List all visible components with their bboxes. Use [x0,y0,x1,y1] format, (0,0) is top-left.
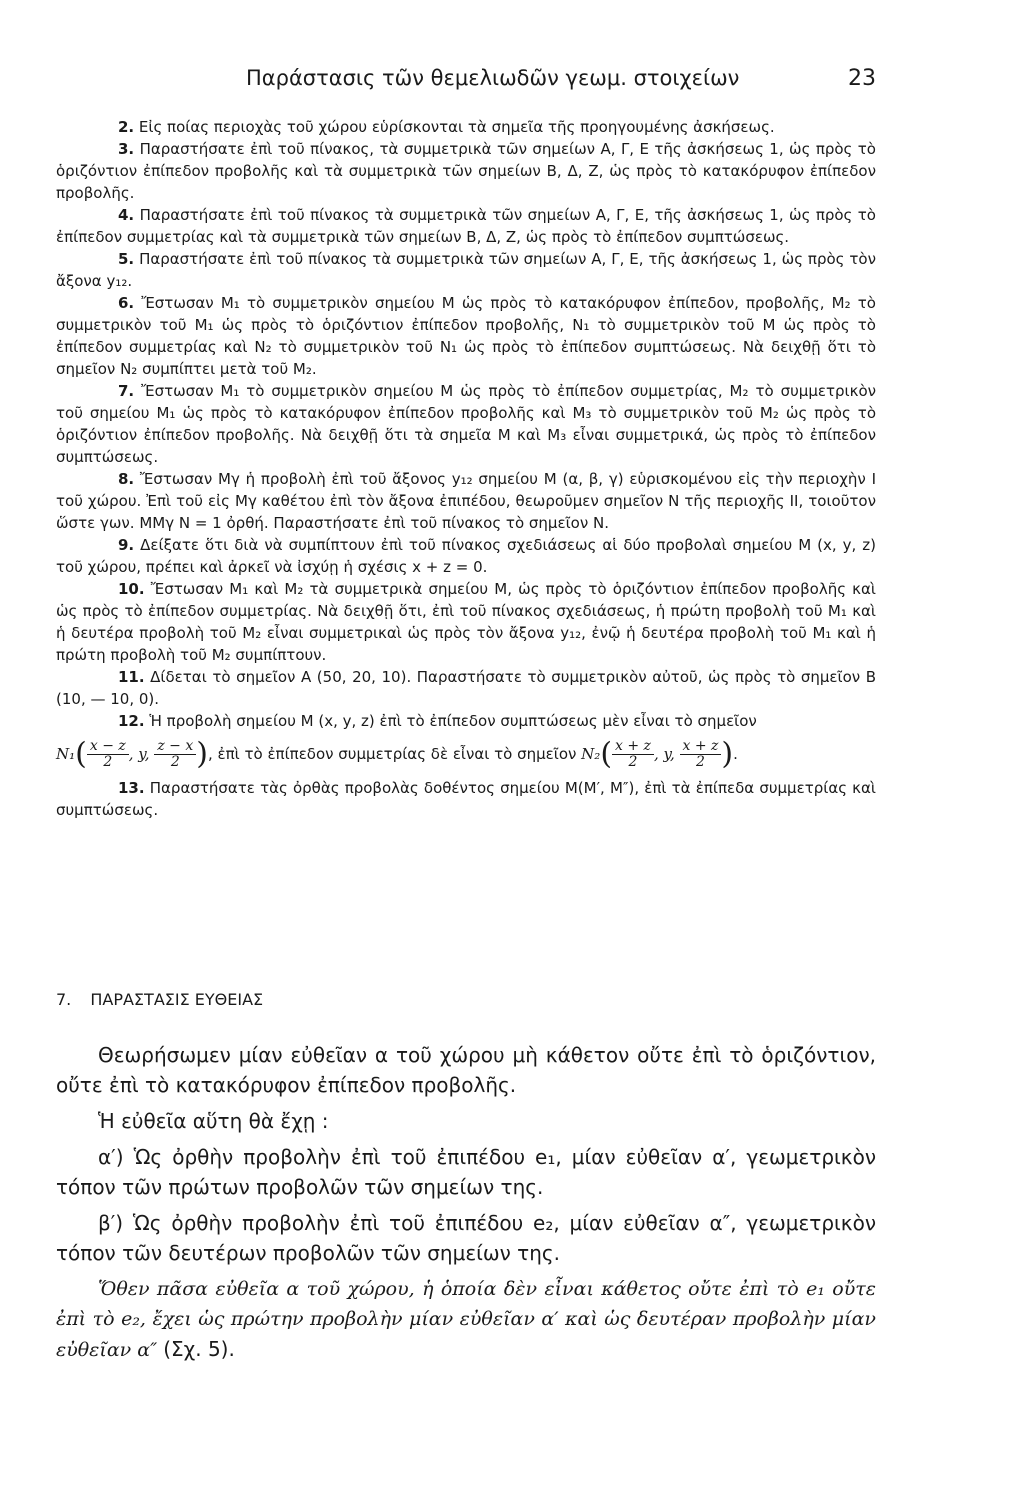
body-paragraph-3: α′) Ὡς ὀρθὴν προβολὴν ἐπὶ τοῦ ἐπιπέδου e₁, μίαν εὐθεῖαν α′, γεωμετρικὸν τόπον τῶν πρώτων προβολῶν τῶν σημείων της. [56,1145,876,1199]
fraction-denominator: 2 [628,754,638,770]
exercise-4 [56,204,876,248]
left-paren: ( [75,736,87,772]
exercise-2 [56,116,876,138]
exercise-number: 10. [118,580,145,598]
exercise-text: Ἔστωσαν Mγ ἡ προβολὴ ἐπὶ τοῦ ἄξονος y₁₂ σημείου M (α, β, γ) εὑρισκομένου εἰς τὴν περιοχὴν I τοῦ χώρου. Ἐπὶ τοῦ εἰς Mγ καθέτου ἐπὶ τὸν ἄξονα ἐπιπέδου, θεωροῦμεν σημεῖον N τῆς περιοχῆς II, τοιοῦτον ὥστε γων. MMγ N = 1 ὀρθή. Παραστήσατε ἐπὶ τοῦ πίνακος τὸ σημεῖον N. [56,470,876,532]
section-body [56,1040,876,1371]
body-paragraph-4: β′) Ὡς ὀρθὴν προβολὴν ἐπὶ τοῦ ἐπιπέδου e₂, μίαν εὐθεῖαν α″, γεωμετρικὸν τόπον τῶν δευτέρων προβολῶν τῶν σημείων της. [56,1211,876,1265]
conclusion-paragraph [56,1274,876,1365]
fraction-denominator: 2 [695,754,705,770]
exercise-text: Ἔστωσαν M₁ τὸ συμμετρικὸν σημείου M ὡς πρὸς τὸ ἐπίπεδον συμμετρίας, M₂ τὸ συμμετρικὸν τοῦ σημείου M₁ ὡς πρὸς τὸ κατακόρυφον ἐπίπεδον προβολῆς καὶ M₃ τὸ συμμετρικὸν τοῦ M₂ ὡς πρὸς τὸ ὁριζόντιον ἐπίπεδον προβολῆς. Νὰ δειχθῇ ὅτι τὰ σημεῖα M καὶ M₃ εἶναι συμμετρικά, ὡς πρὸς τὸ ἐπίπεδον συμπτώσεως. [56,382,876,466]
point-n2-label: N₂ [581,745,601,763]
formula-end: . [733,745,738,763]
fraction-numerator: x − z [87,739,129,755]
exercise-3 [56,138,876,204]
exercise-12-formula [56,732,876,777]
exercise-text: Ἡ προβολὴ σημείου M (x, y, z) ἐπὶ τὸ ἐπίπεδον συμπτώσεως μὲν εἶναι τὸ σημεῖον [149,712,757,730]
exercise-number: 4. [118,206,135,224]
section-title: ΠΑΡΑΣΤΑΣΙΣ ΕΥΘΕΙΑΣ [90,990,264,1009]
fraction-z-minus-x [154,739,196,770]
fraction-denominator: 2 [103,754,113,770]
exercise-text: Παραστήσατε ἐπὶ τοῦ πίνακος τὰ συμμετρικὰ τῶν σημείων A, Γ, E, τῆς ἀσκήσεως 1, ὡς πρὸς τὸ ἐπίπεδον συμμετρίας καὶ τὰ συμμετρικὰ τῶν σημείων B, Δ, Z, ὡς πρὸς τὸ ἐπίπεδον συμπτώσεως. [56,206,876,246]
fraction-numerator: x + z [680,739,722,755]
formula-middle-text: , ἐπὶ τὸ ἐπίπεδον συμμετρίας δὲ εἶναι τὸ σημεῖον [207,745,577,763]
exercise-text: Ἔστωσαν M₁ τὸ συμμετρικὸν σημείου M ὡς πρὸς τὸ κατακόρυφον ἐπίπεδον, προβολῆς, M₂ τὸ συμμετρικὸν τοῦ M₁ ὡς πρὸς τὸ ὁριζόντιον ἐπίπεδον προβολῆς, N₁ τὸ συμμετρικὸν τοῦ M ὡς πρὸς τὸ ἐπίπεδον συμμετρίας καὶ N₂ τὸ συμμετρικὸν τοῦ N₁ ὡς πρὸς τὸ ἐπίπεδον συμπτώσεως. Νὰ δειχθῇ ὅτι τὸ σημεῖον N₂ συμπίπτει μετὰ τοῦ M₂. [56,294,876,378]
exercise-number: 5. [118,250,135,268]
fraction-x-minus-z [87,739,129,770]
fraction-denominator: 2 [170,754,180,770]
body-paragraph-1: Θεωρήσωμεν μίαν εὐθεῖαν α τοῦ χώρου μὴ κάθετον οὔτε ἐπὶ τὸ ὁριζόντιον, οὔτε ἐπὶ τὸ κατακόρυφον ἐπίπεδον προβολῆς. [56,1043,876,1097]
conclusion-text: Ὅθεν πᾶσα εὐθεῖα α τοῦ χώρου, ἡ ὁποία δὲν εἶναι κάθετος οὔτε ἐπὶ τὸ e₁ οὔτε ἐπὶ τὸ e₂, ἔχει ὡς πρώτην προβολὴν μίαν εὐθεῖαν α′ καὶ ὡς δευτέραν προβολὴν μίαν εὐθεῖαν α″ [56,1278,876,1361]
exercise-text: Εἰς ποίας περιοχὰς τοῦ χώρου εὑρίσκονται τὰ σημεῖα τῆς προηγουμένης ἀσκήσεως. [138,118,775,136]
fraction-x-plus-z-2 [680,739,722,770]
exercise-text: Παραστήσατε ἐπὶ τοῦ πίνακος τὰ συμμετρικὰ τῶν σημείων A, Γ, E, τῆς ἀσκήσεως 1, ὡς πρὸς τὸν ἄξονα y₁₂. [56,250,876,290]
exercise-10 [56,578,876,666]
exercise-text: Δίδεται τὸ σημεῖον A (50, 20, 10). Παραστήσατε τὸ συμμετρικὸν αὐτοῦ, ὡς πρὸς τὸ σημεῖον B (10, — 10, 0). [56,668,876,708]
figure-reference: (Σχ. 5). [163,1337,235,1361]
body-paragraph-2: Ἡ εὐθεῖα αὕτη θὰ ἔχῃ : [98,1109,329,1133]
exercise-number: 7. [118,382,135,400]
exercise-text: Παραστήσατε ἐπὶ τοῦ πίνακος, τὰ συμμετρικὰ τῶν σημείων A, Γ, E τῆς ἀσκήσεως 1, ὡς πρὸς τὸ ὁριζόντιον ἐπίπεδον προβολῆς καὶ τὰ συμμετρικὰ τῶν σημείων B, Δ, Z, ὡς πρὸς τὸ κατακόρυφον ἐπίπεδον προβολῆς. [56,140,876,202]
exercise-12 [56,710,876,732]
exercise-number: 3. [118,140,135,158]
exercise-8 [56,468,876,534]
exercise-number: 11. [118,668,145,686]
exercise-11 [56,666,876,710]
page-header [56,66,876,96]
exercise-6 [56,292,876,380]
section-heading [56,990,263,1009]
fraction-numerator: x + z [612,739,654,755]
exercise-number: 12. [118,712,145,730]
right-paren: ) [196,736,208,772]
exercise-number: 13. [118,778,145,797]
exercise-5 [56,248,876,292]
section-number: 7. [56,990,72,1009]
running-title: Παράστασις τῶν θεμελιωδῶν γεωμ. στοιχείων [246,66,740,90]
y-coordinate: , y, [653,745,680,763]
exercise-text: Δείξατε ὅτι διὰ νὰ συμπίπτουν ἐπὶ τοῦ πίνακος σχεδιάσεως αἱ δύο προβολαὶ σημείου M (x, y, z) τοῦ χώρου, πρέπει καὶ ἀρκεῖ νὰ ἰσχύῃ ἡ σχέσις x + z = 0. [56,536,876,576]
exercise-9 [56,534,876,578]
exercise-number: 8. [118,470,135,488]
fraction-numerator: z − x [154,739,196,755]
y-coordinate: , y, [128,745,155,763]
page-number: 23 [848,66,876,91]
exercise-7 [56,380,876,468]
exercise-text: Ἔστωσαν M₁ καὶ M₂ τὰ συμμετρικὰ σημείου M, ὡς πρὸς τὸ ὁριζόντιον ἐπίπεδον προβολῆς καὶ ὡς πρὸς τὸ ἐπίπεδον συμμετρίας. Νὰ δειχθῇ ὅτι, ἐπὶ τοῦ πίνακος σχεδιάσεως, ἡ πρώτη προβολὴ τοῦ M₁ καὶ ἡ δευτέρα προβολὴ τοῦ M₂ εἶναι συμμετρικαὶ ὡς πρὸς τὸν ἄξονα y₁₂, ἐνῷ ἡ δευτέρα προβολὴ τοῦ M₁ καὶ ἡ πρώτη προβολὴ τοῦ M₂ συμπίπτουν. [56,580,876,664]
exercise-number: 2. [118,118,135,136]
left-paren: ( [600,736,613,772]
exercise-number: 6. [118,294,135,312]
exercise-text: Παραστήσατε τὰς ὀρθὰς προβολὰς δοθέντος σημείου M(M′, M″), ἐπὶ τὰ ἐπίπεδα συμμετρίας καὶ συμπτώσεως. [56,778,876,819]
exercise-number: 9. [118,536,135,554]
right-paren: ) [721,736,734,772]
fraction-x-plus-z [612,739,654,770]
exercise-list [56,116,876,821]
exercise-13 [56,777,876,821]
point-n1-label: N₁ [56,745,76,763]
